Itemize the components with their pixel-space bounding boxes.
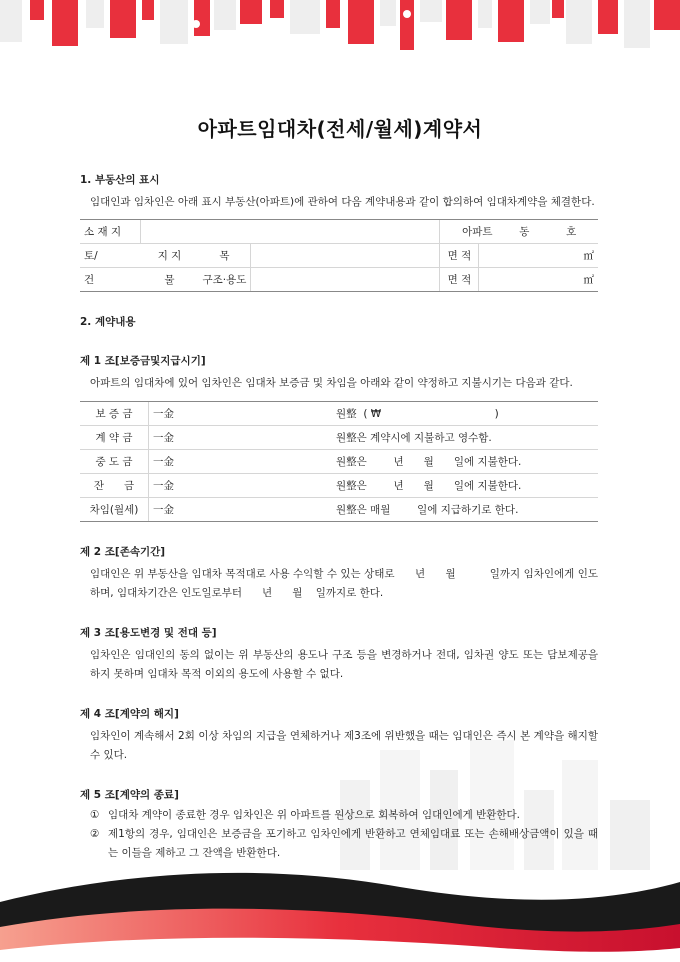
apt-address: [440, 220, 598, 244]
item-text: 제1항의 경우, 임대인은 보증금을 포기하고 임차인에게 반환하고 연체임대료 또는 손해배상금액이 있을 때는 이들을 제하고 그 잔액을 반환한다.: [108, 828, 598, 859]
header-decoration: [0, 0, 680, 60]
table-row: [80, 402, 598, 426]
article1-heading: 제 1 조[보증금및지급시기]: [80, 355, 206, 367]
location-label: 소 재 지: [80, 220, 141, 244]
ho-label: 호: [566, 226, 577, 238]
article3-heading: 제 3 조[용도변경 및 전대 등]: [80, 627, 217, 639]
table-row: [80, 450, 598, 474]
row-desc: 원整은 매월 일에 지급하기로 한다.: [332, 498, 598, 522]
table-row: [80, 244, 598, 268]
apt-label: 아파트: [462, 226, 493, 238]
payment-table: [80, 401, 598, 522]
row-desc: 원整은 년 월 일에 지불한다.: [332, 474, 598, 498]
table-row: [80, 474, 598, 498]
item-number: ②: [90, 828, 100, 840]
section2-heading: 2. 계약내용: [80, 316, 136, 328]
property-table: [80, 219, 598, 292]
article4-text: 임차인이 계속해서 2회 이상 차임의 지급을 연체하거나 제3조에 위반했을 때는 임대인은 즉시 본 계약을 해지할 수 있다.: [90, 730, 598, 761]
location-value: [141, 220, 440, 244]
footer-wave-decoration: [0, 832, 680, 962]
table-row: [80, 268, 598, 292]
section1-heading: 1. 부동산의 표시: [80, 174, 160, 186]
row-desc: 원整은 계약시에 지불하고 영수함.: [332, 426, 598, 450]
land-sub2: 목: [199, 244, 251, 268]
building-area-label: 면 적: [440, 268, 479, 292]
row-label: 잔 금: [80, 474, 149, 498]
building-sub1: 물: [141, 268, 199, 292]
article5-heading: 제 5 조[계약의 종료]: [80, 789, 179, 801]
table-row: [80, 426, 598, 450]
row-label: 차임(월세): [80, 498, 149, 522]
row-amount: 一金: [149, 498, 333, 522]
article2-text: 임대인은 위 부동산을 임대차 목적대로 사용 수익할 수 있는 상태로 년 월 일까지 임차인에게 인도하며, 임대차기간은 인도일로부터 년 월 일까지로 한다.: [90, 568, 598, 599]
building-area-unit: ㎡: [479, 268, 598, 292]
row-amount: 一金: [149, 450, 333, 474]
building-value: [251, 268, 440, 292]
building-label: 건: [80, 268, 141, 292]
item-number: ①: [90, 809, 100, 821]
land-area-label: 면 적: [440, 244, 479, 268]
article4-heading: 제 4 조[계약의 해지]: [80, 708, 179, 720]
list-item: [90, 806, 598, 825]
section1-intro: 임대인과 임차인은 아래 표시 부동산(아파트)에 관하여 다음 계약내용과 같이 합의하여 임대차계약을 체결한다.: [90, 196, 595, 208]
row-label: 보 증 금: [80, 402, 149, 426]
article1-text: 아파트의 임대차에 있어 임차인은 임대차 보증금 및 차임을 아래와 같이 약정하고 지불시기는 다음과 같다.: [90, 377, 573, 389]
article3-text: 임차인은 임대인의 동의 없이는 위 부동산의 용도나 구조 등을 변경하거나 전대, 임차권 양도 또는 담보제공을 하지 못하며 임대차 목적 이외의 용도에 사용할 수 없다.: [90, 649, 598, 680]
article2-heading: 제 2 조[존속기간]: [80, 546, 166, 558]
document-body: [80, 172, 598, 863]
row-amount: 一金: [149, 474, 333, 498]
land-sub1: 지 지: [141, 244, 199, 268]
table-row: [80, 498, 598, 522]
table-row: [80, 220, 598, 244]
land-label: 토/: [80, 244, 141, 268]
dong-label: 동: [519, 226, 530, 238]
row-label: 계 약 금: [80, 426, 149, 450]
item-text: 임대차 계약이 종료한 경우 임차인은 위 아파트를 원상으로 회복하여 임대인에게 반환한다.: [108, 809, 521, 821]
row-amount: 一金: [149, 402, 333, 426]
land-area-unit: ㎡: [479, 244, 598, 268]
row-label: 중 도 금: [80, 450, 149, 474]
building-sub2: 구조·용도: [199, 268, 251, 292]
row-amount: 一金: [149, 426, 333, 450]
land-value: [251, 244, 440, 268]
row-desc: 원整은 년 월 일에 지불한다.: [332, 450, 598, 474]
row-desc: 원整 ( ₩ ): [332, 402, 598, 426]
document-title: 아파트임대차(전세/월세)계약서: [197, 117, 483, 141]
